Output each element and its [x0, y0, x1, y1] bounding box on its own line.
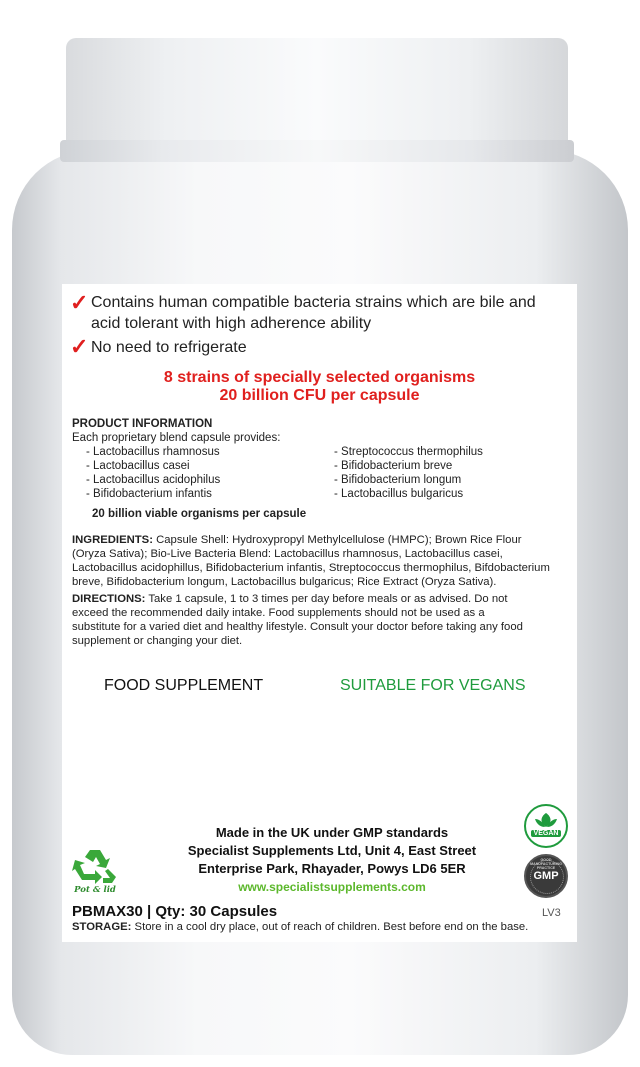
- strain-right-3: - Bifidobacterium longum: [334, 474, 462, 486]
- claim-1-line-1: Contains human compatible bacteria strains which are bile and: [91, 294, 536, 311]
- food-supplement-label: FOOD SUPPLEMENT: [104, 677, 264, 694]
- vegan-badge-text: VEGAN: [531, 830, 562, 837]
- ingredients-line-1: Capsule Shell: Hydroxypropyl Methylcellulose (HMPC); Brown Rice Flour: [152, 534, 522, 546]
- claim-2-line-1: No need to refrigerate: [91, 339, 247, 356]
- product-info-intro: Each proprietary blend capsule provides:: [72, 432, 281, 444]
- product-info-summary: 20 billion viable organisms per capsule: [92, 508, 307, 520]
- directions-label: DIRECTIONS:: [72, 593, 146, 605]
- strain-right-1: - Streptococcus thermophilus: [334, 446, 483, 458]
- bottle-cap: [66, 38, 568, 156]
- label-version: LV3: [542, 907, 561, 919]
- ingredients-line-4: breve, Bifidobacterium longum, Lactobacillus bulgaricus; Rice Extract (Oryza Sativa).: [72, 576, 497, 588]
- directions-line-2: exceed the recommended daily intake. Food supplements should not be used as a: [72, 607, 485, 619]
- website-link[interactable]: www.specialistsupplements.com: [238, 880, 426, 894]
- storage-text: Store in a cool dry place, out of reach of children. Best before end on the base.: [131, 921, 529, 933]
- headline-line-1: 8 strains of specially selected organisms: [163, 369, 476, 386]
- claim-1: [70, 290, 88, 316]
- strain-left-4: - Bifidobacterium infantis: [86, 488, 212, 500]
- claim-2: [70, 334, 88, 360]
- directions-block: [72, 592, 572, 648]
- strain-right-4: - Lactobacillus bulgaricus: [334, 488, 464, 500]
- storage-label: STORAGE:: [72, 921, 132, 933]
- check-icon: ✓: [70, 334, 89, 359]
- recycle-icon: [72, 847, 118, 885]
- product-label: [62, 284, 577, 942]
- ingredients-label: INGREDIENTS:: [72, 534, 153, 546]
- check-icon: ✓: [70, 290, 89, 315]
- recycle-text: Pot & lid: [74, 885, 116, 895]
- strain-right-2: - Bifidobacterium breve: [334, 460, 453, 472]
- ingredients-line-3: Lactobacillus acidophillus, Bifidobacterium infantis, Streptococcus thermophilus, Bifdobacterium: [72, 562, 550, 574]
- storage-line: [72, 921, 528, 933]
- product-info-title: PRODUCT INFORMATION: [72, 418, 213, 430]
- directions-line-4: supplement or changing your diet.: [72, 635, 243, 647]
- directions-line-3: substitute for a varied diet and healthy lifestyle. Consult your doctor before taking any food: [72, 621, 523, 633]
- manufacturer-line-2: Specialist Supplements Ltd, Unit 4, East Street: [187, 843, 477, 858]
- strain-left-3: - Lactobacillus acidophilus: [86, 474, 221, 486]
- gmp-badge-ring: GOOD MANUFACTURING PRACTICE: [530, 858, 562, 870]
- claim-1-line-2: acid tolerant with high adherence ability: [91, 315, 372, 332]
- strain-left-2: - Lactobacillus casei: [86, 460, 190, 472]
- directions-line-1: Take 1 capsule, 1 to 3 times per day before meals or as advised. Do not: [145, 593, 508, 605]
- suitable-for-vegans-label: SUITABLE FOR VEGANS: [340, 677, 526, 694]
- manufacturer-line-3: Enterprise Park, Rhayader, Powys LD6 5ER: [198, 861, 466, 876]
- recycle-logo: [72, 847, 118, 897]
- bottle-cap-rim: [60, 140, 574, 162]
- ingredients-line-2: (Oryza Sativa); Bio-Live Bacteria Blend: Lactobacillus rhamnosus, Lactobacillus casei,: [72, 548, 503, 560]
- product-code: PBMAX30 | Qty: 30 Capsules: [72, 903, 278, 920]
- gmp-badge-text: GMP: [533, 870, 559, 882]
- ingredients-block: [72, 533, 572, 589]
- headline-line-2: 20 billion CFU per capsule: [219, 387, 420, 404]
- strain-left-1: - Lactobacillus rhamnosus: [86, 446, 220, 458]
- manufacturer-line-1: Made in the UK under GMP standards: [215, 825, 449, 840]
